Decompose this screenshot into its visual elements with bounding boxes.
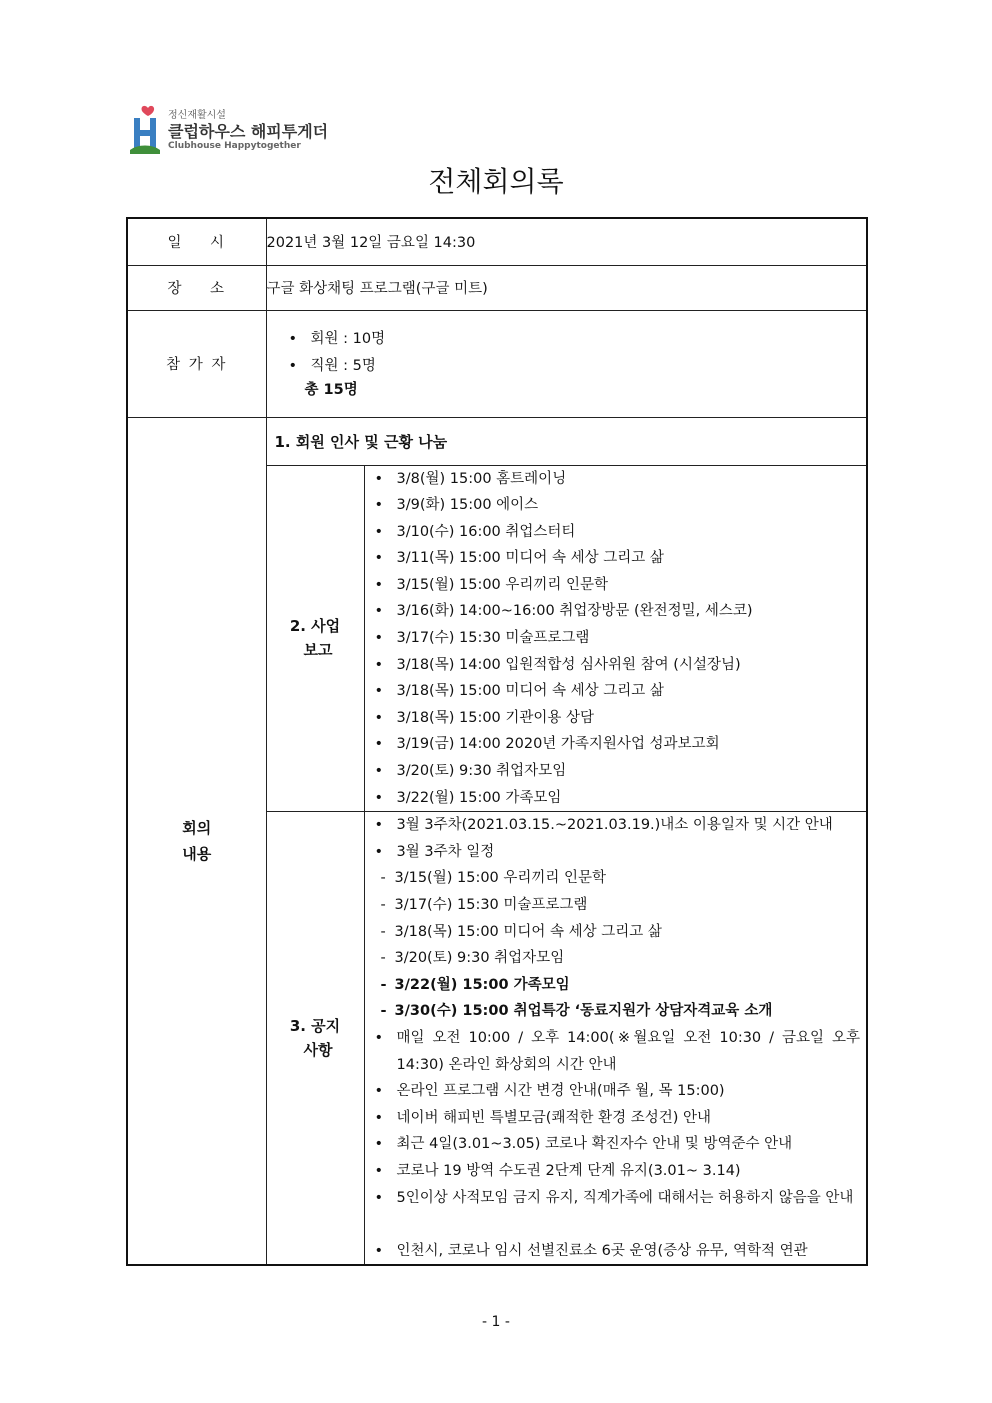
bullet-dot: • <box>374 470 384 487</box>
list-item: • 매일 오전 10:00 / 오후 14:00(※월요일 오전 10:30 / 금요일 오후 14:30) 온라인 화상회의 시간 안내 <box>365 1025 867 1078</box>
dash-marker: - <box>380 870 386 887</box>
place-label: 장 소 <box>127 265 266 310</box>
bullet-dot: • <box>374 550 384 567</box>
list-item: - 3/20(토) 9:30 취업자모임 <box>365 945 867 972</box>
dash-marker: - <box>380 950 386 967</box>
bullet-dot: • <box>374 1242 384 1259</box>
list-item: • 온라인 프로그램 시간 변경 안내(매주 월, 목 15:00) <box>365 1078 867 1105</box>
datetime-row <box>127 218 867 265</box>
list-item: • 3월 3주차 일정 <box>365 839 867 866</box>
list-item: • 3/17(수) 15:30 미술프로그램 <box>365 625 867 652</box>
section1-row <box>127 417 867 465</box>
meeting-content-label: 회의 내용 <box>127 417 266 1265</box>
minutes-table <box>126 217 868 1266</box>
dash-marker: - <box>380 1003 387 1020</box>
attendees-total: 총 15명 <box>304 382 358 399</box>
list-item: • 3/18(목) 15:00 기관이용 상담 <box>365 705 867 732</box>
list-item: • 코로나 19 방역 수도권 2단계 단계 유지(3.01~ 3.14) <box>365 1158 867 1185</box>
list-item: • 3/20(토) 9:30 취업자모임 <box>365 758 867 785</box>
bullet-dot: • <box>374 789 384 806</box>
bullet-dot: • <box>288 357 298 374</box>
business-report-cell <box>364 465 867 812</box>
place-value: 구글 화상채팅 프로그램(구글 미트) <box>266 265 867 310</box>
list-item: • 3월 3주차(2021.03.15.~2021.03.19.)내소 이용일자 및 시간 안내 <box>365 812 867 839</box>
attendees-row <box>127 310 867 417</box>
logo-subtitle: 정신재활시설 <box>168 110 226 121</box>
bullet-dot: • <box>374 1083 384 1100</box>
list-item: • 3/18(목) 15:00 미디어 속 세상 그리고 삶 <box>365 678 867 705</box>
attendees-list <box>279 326 867 379</box>
bullet-dot: • <box>374 763 384 780</box>
document-title: 전체회의록 <box>428 165 564 198</box>
bullet-dot: • <box>374 843 384 860</box>
bullet-dot: • <box>374 603 384 620</box>
list-item: • 최근 4일(3.01~3.05) 코로나 확진자수 안내 및 방역준수 안내 <box>365 1131 867 1158</box>
business-report-list <box>365 466 867 812</box>
list-item: • 네이버 해피빈 특별모금(쾌적한 환경 조성건) 안내 <box>365 1105 867 1132</box>
bullet-dot: • <box>374 523 384 540</box>
list-item: - 3/15(월) 15:00 우리끼리 인문학 <box>365 865 867 892</box>
list-item: • 3/22(월) 15:00 가족모임 <box>365 785 867 812</box>
list-item: • 3/16(화) 14:00~16:00 취업장방문 (완전정밀, 세스코) <box>365 598 867 625</box>
dash-marker: - <box>380 923 386 940</box>
bullet-dot: • <box>374 497 384 514</box>
datetime-label: 일 시 <box>127 218 266 265</box>
clubhouse-logo-icon <box>128 104 162 154</box>
notice-cell <box>364 812 867 1266</box>
list-item: • 3/11(목) 15:00 미디어 속 세상 그리고 삶 <box>365 545 867 572</box>
list-item: • 3/10(수) 16:00 취업스터티 <box>365 519 867 546</box>
bullet-dot: • <box>288 330 298 347</box>
attendees-label: 참 가 자 <box>127 310 266 417</box>
bullet-dot: • <box>374 736 384 753</box>
bullet-dot: • <box>374 630 384 647</box>
bullet-dot: • <box>374 656 384 673</box>
logo-english-name: Clubhouse Happytogether <box>168 141 301 151</box>
dash-marker: - <box>380 976 387 993</box>
list-item: - 3/30(수) 15:00 취업특강 ‘동료지원가 상담자격교육 소개 <box>365 998 867 1025</box>
list-item: - 3/18(목) 15:00 미디어 속 세상 그리고 삶 <box>365 919 867 946</box>
bullet-dot: • <box>374 1162 384 1179</box>
business-report-label: 2. 사업 보고 <box>266 465 364 812</box>
list-item: - 3/17(수) 15:30 미술프로그램 <box>365 892 867 919</box>
section1-heading: 1. 회원 인사 및 근황 나눔 <box>266 417 867 465</box>
list-item: - 3/22(월) 15:00 가족모임 <box>365 972 867 999</box>
bullet-dot: • <box>374 709 384 726</box>
notice-list <box>365 812 867 1264</box>
bullet-dot: • <box>374 1189 384 1206</box>
attendees-cell <box>266 310 867 417</box>
bullet-dot: • <box>374 1136 384 1153</box>
list-item: • 직원 : 5명 <box>279 353 867 380</box>
bullet-dot: • <box>374 1029 384 1046</box>
bullet-dot: • <box>374 576 384 593</box>
list-item: • 회원 : 10명 <box>279 326 867 353</box>
place-row <box>127 265 867 310</box>
list-item: • 3/19(금) 14:00 2020년 가족지원사업 성과보고회 <box>365 731 867 758</box>
clubhouse-logo <box>128 104 328 156</box>
list-item: • 인천시, 코로나 임시 선별진료소 6곳 운영(증상 유무, 역학적 연관 <box>365 1238 867 1265</box>
bullet-dot: • <box>374 1109 384 1126</box>
list-item: • 3/9(화) 15:00 에이스 <box>365 492 867 519</box>
datetime-value: 2021년 3월 12일 금요일 14:30 <box>266 218 867 265</box>
list-item: • 3/15(월) 15:00 우리끼리 인문학 <box>365 572 867 599</box>
bullet-dot: • <box>374 817 384 834</box>
list-item: • 3/8(월) 15:00 홈트레이닝 <box>365 466 867 493</box>
list-item: • 3/18(목) 14:00 입원적합성 심사위원 참여 (시설장님) <box>365 652 867 679</box>
dash-marker: - <box>380 897 386 913</box>
page-number: - 1 - <box>482 1314 510 1330</box>
notice-label: 3. 공지 사항 <box>266 812 364 1266</box>
list-item: • 5인이상 사적모임 금지 유지, 직계가족에 대해서는 허용하지 않음을 안내 <box>365 1185 867 1238</box>
bullet-dot: • <box>374 683 384 700</box>
logo-name: 클럽하우스 해피투게더 <box>168 122 329 141</box>
